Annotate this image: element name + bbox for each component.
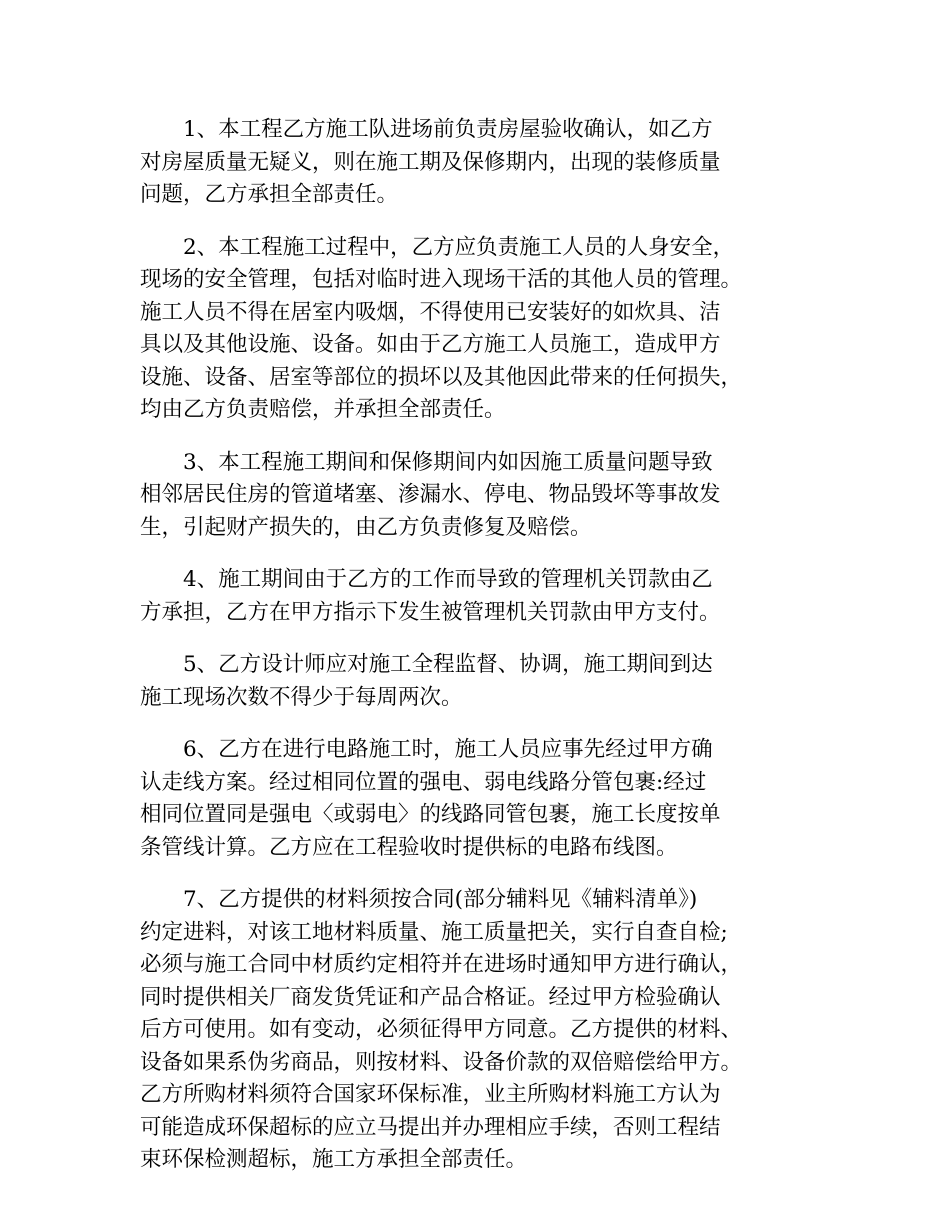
clause-line: 同时提供相关厂商发货凭证和产品合格证。经过甲方检验确认 <box>140 984 721 1010</box>
clause-line: 相邻居民住房的管道堵塞、渗漏水、停电、物品毁坏等事故发 <box>140 482 721 507</box>
clause-line: 7、乙方提供的材料须按合同(部分辅料见《辅料清单》) <box>183 887 698 912</box>
clause-line: 约定进料，对该工地材料质量、施工质量把关，实行自查自检; <box>140 919 728 945</box>
clause-4 <box>140 564 830 629</box>
clause-1 <box>140 114 830 212</box>
clause-line: 现场的安全管理，包括对临时进入现场干活的其他人员的管理。 <box>140 267 743 292</box>
clause-5 <box>140 649 830 714</box>
clause-line: 具以及其他设施、设备。如由于乙方施工人员施工，造成甲方 <box>140 332 721 357</box>
clause-line: 设施、设备、居室等部位的损坏以及其他因此带来的任何损失， <box>140 364 743 390</box>
clause-line: 方承担，乙方在甲方指示下发生被管理机关罚款由甲方支付。 <box>140 599 721 625</box>
clause-line: 认走线方案。经过相同位置的强电、弱电线路分管包裹:经过 <box>140 769 707 795</box>
clause-2 <box>140 232 830 427</box>
clause-line: 后方可使用。如有变动，必须征得甲方同意。乙方提供的材料、 <box>140 1017 743 1042</box>
clause-line: 4、施工期间由于乙方的工作而导致的管理机关罚款由乙 <box>183 567 713 592</box>
clause-line: 施工人员不得在居室内吸烟，不得使用已安装好的如炊具、洁 <box>140 299 721 325</box>
clause-line: 条管线计算。乙方应在工程验收时提供标的电路布线图。 <box>140 834 678 860</box>
clause-line: 束环保检测超标，施工方承担全部责任。 <box>140 1147 528 1172</box>
clause-line: 6、乙方在进行电路施工时，施工人员应事先经过甲方确 <box>183 737 713 762</box>
document-body <box>140 114 830 1197</box>
clause-line: 生，引起财产损失的，由乙方负责修复及赔偿。 <box>140 514 592 540</box>
clause-line: 3、本工程施工期间和保修期间内如因施工质量问题导致 <box>183 449 713 475</box>
clause-line: 问题，乙方承担全部责任。 <box>140 182 399 207</box>
clause-6 <box>140 734 830 864</box>
clause-line: 均由乙方负责赔偿，并承担全部责任。 <box>140 397 506 422</box>
clause-line: 相同位置同是强电〈或弱电〉的线路同管包裹，施工长度按单 <box>140 802 721 827</box>
clause-line: 可能造成环保超标的应立马提出并办理相应手续，否则工程结 <box>140 1114 721 1140</box>
clause-line: 对房屋质量无疑义，则在施工期及保修期内，出现的装修质量 <box>140 149 721 175</box>
clause-3 <box>140 447 830 545</box>
clause-line: 设备如果系伪劣商品，则按材料、设备价款的双倍赔偿给甲方。 <box>140 1049 743 1075</box>
clause-line: 必须与施工合同中材质约定相符并在进场时通知甲方进行确认， <box>140 952 743 977</box>
clause-line: 2、本工程施工过程中，乙方应负责施工人员的人身安全， <box>183 234 735 260</box>
clause-7 <box>140 884 830 1177</box>
clause-line: 1、本工程乙方施工队进场前负责房屋验收确认，如乙方 <box>183 117 713 142</box>
clause-line: 施工现场次数不得少于每周两次。 <box>140 684 463 710</box>
clause-line: 乙方所购材料须符合国家环保标准，业主所购材料施工方认为 <box>140 1082 721 1107</box>
clause-line: 5、乙方设计师应对施工全程监督、协调，施工期间到达 <box>183 652 713 677</box>
